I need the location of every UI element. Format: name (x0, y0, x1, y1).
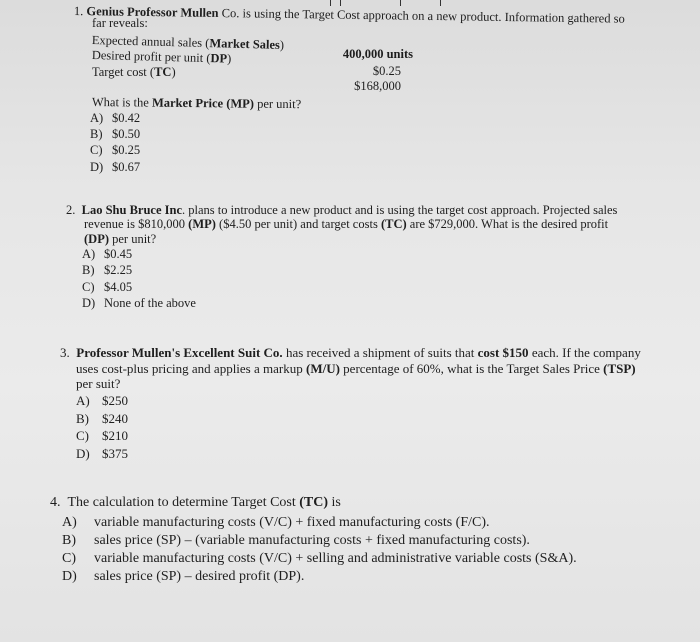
q1-option-c[interactable]: C) $0.25 (90, 143, 141, 158)
question-4: 4. The calculation to determine Target Cost (TC) is (50, 495, 341, 510)
q4-options (62, 514, 577, 586)
q1-intro-line2: far reveals: (92, 16, 148, 30)
q3-line-2: uses cost-plus pricing and applies a markup (M/U) percentage of 60%, what is the Target Sales Price (TSP) (76, 360, 636, 376)
q3-line-3: per suit? (76, 376, 121, 391)
q4-option-a[interactable]: A) variable manufacturing costs (V/C) + fixed manufacturing costs (F/C). (62, 515, 490, 530)
q1-company: Genius Professor Mullen (86, 4, 219, 21)
q1-value-target-cost: $168,000 (354, 79, 401, 93)
q4-option-b[interactable]: B) sales price (SP) – (variable manufacturing costs + fixed manufacturing costs). (62, 533, 530, 548)
q3-option-c[interactable]: C) $210 (76, 428, 128, 443)
q1-row-target-cost: Target cost (TC) (92, 65, 176, 79)
q1-row-desired-profit: Desired profit per unit (DP) (91, 48, 232, 66)
q2-option-b[interactable]: B) $2.25 (82, 263, 133, 278)
q1-number: 1. (73, 4, 84, 19)
q1-row-market-sales: Expected annual sales (Market Sales) (91, 33, 285, 53)
q3-options (76, 392, 128, 462)
q1-option-b[interactable]: B) $0.50 (90, 127, 141, 142)
q1-value-desired-profit: $0.25 (372, 64, 401, 78)
q2-option-d[interactable]: D) None of the above (82, 295, 196, 310)
question-2 (66, 203, 686, 246)
q1-option-a[interactable]: A) $0.42 (90, 111, 141, 125)
q1-value-market-sales: 400,000 units (342, 47, 413, 61)
q2-options (82, 246, 196, 311)
q3-option-b[interactable]: B) $240 (76, 410, 128, 426)
q2-option-c[interactable]: C) $4.05 (82, 279, 133, 294)
q1-options (90, 110, 140, 175)
q1-option-d[interactable]: D) $0.67 (90, 159, 141, 174)
q3-option-d[interactable]: D) $375 (76, 445, 128, 461)
q3-line-1: 3. Professor Mullen's Excellent Suit Co. has received a shipment of suits that cost $150 each. If the company (60, 345, 641, 360)
q2-line-2: revenue is $810,000 (MP) ($4.50 per unit) and target costs (TC) are $729,000. What is the desired profit (84, 217, 609, 232)
q1-question: What is the Market Price (MP) per unit? (91, 95, 302, 112)
q2-line-1: 2. Lao Shu Bruce Inc. plans to introduce a new product and is using the target cost approach. Projected sales (66, 203, 618, 217)
q1-intro: Co. is using the Target Cost approach on a new product. Information gathered so (218, 6, 625, 26)
q4-option-c[interactable]: C) variable manufacturing costs (V/C) + selling and administrative variable costs (S&A). (62, 551, 577, 566)
q2-option-a[interactable]: A) $0.45 (82, 247, 133, 261)
q4-option-d[interactable]: D) sales price (SP) – desired profit (DP). (62, 569, 305, 584)
question-3 (60, 345, 690, 392)
q2-line-3: (DP) per unit? (84, 231, 157, 246)
q3-option-a[interactable]: A) $250 (76, 393, 128, 408)
